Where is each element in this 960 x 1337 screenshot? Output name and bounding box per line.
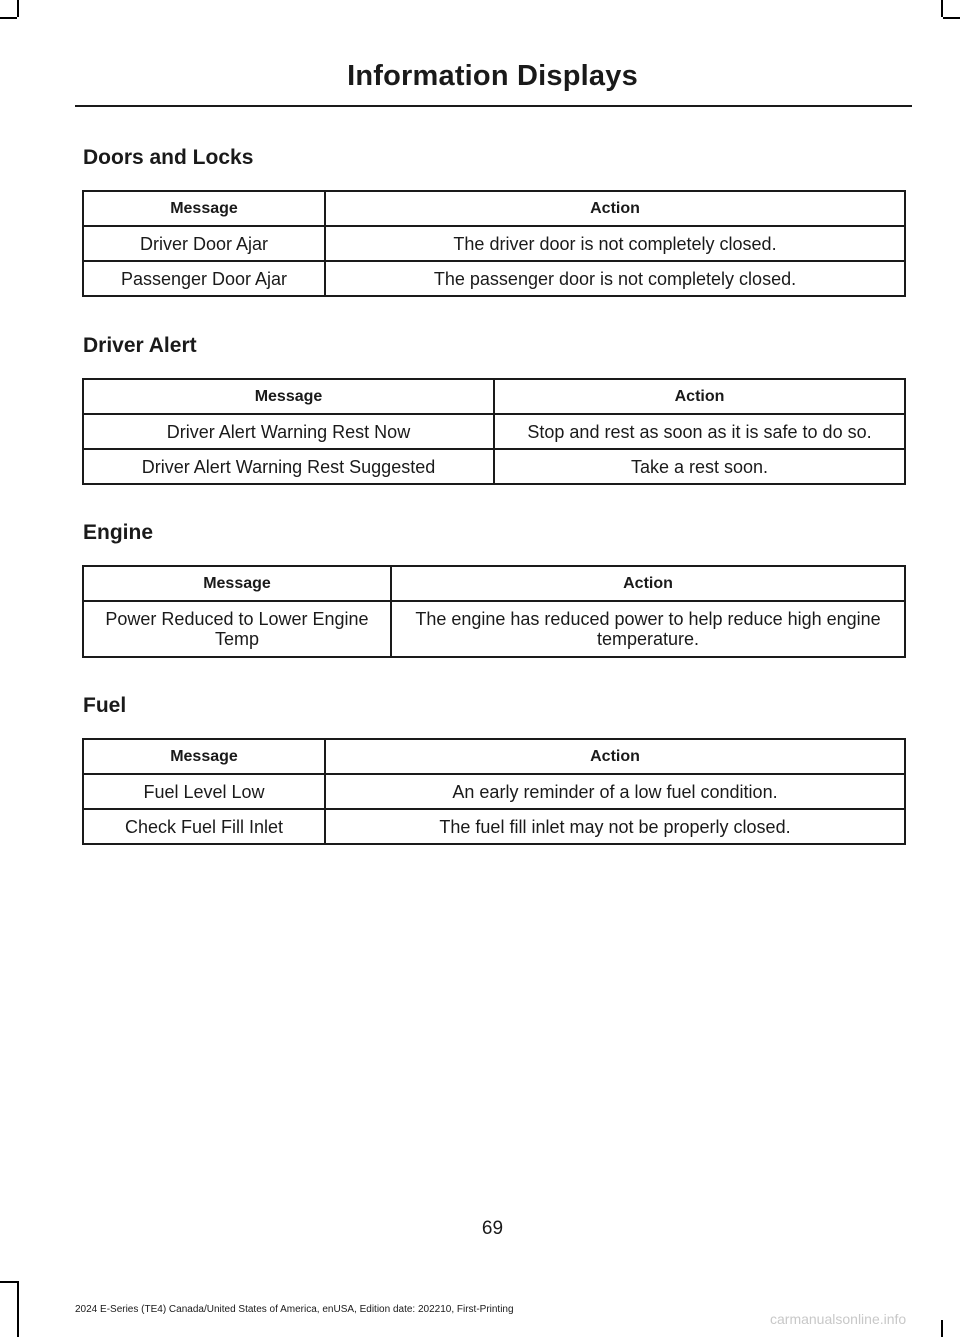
action-cell: Stop and rest as soon as it is safe to do so. (494, 414, 905, 449)
fuel-table (82, 738, 906, 845)
crop-mark-bottom-left (0, 1281, 17, 1283)
table-header-row (83, 566, 905, 601)
column-header-action: Action (494, 379, 905, 414)
section-heading-driver-alert: Driver Alert (83, 334, 197, 357)
crop-mark-top-left (0, 17, 17, 19)
section-heading-fuel: Fuel (83, 694, 127, 717)
message-cell: Driver Alert Warning Rest Suggested (83, 449, 494, 484)
message-cell: Driver Door Ajar (83, 226, 325, 261)
table-row (83, 414, 905, 449)
table-row (83, 774, 905, 809)
table-row (83, 226, 905, 261)
header-divider (75, 105, 912, 107)
crop-mark-bottom-right (941, 1320, 943, 1337)
table-header-row (83, 191, 905, 226)
page-number: 69 (481, 1218, 504, 1239)
section-heading-engine: Engine (83, 521, 154, 544)
column-header-action: Action (325, 191, 905, 226)
table-row (83, 601, 905, 657)
column-header-message: Message (83, 739, 325, 774)
message-cell: Power Reduced to Lower Engine Temp (83, 601, 391, 657)
column-header-message: Message (83, 566, 391, 601)
message-cell: Driver Alert Warning Rest Now (83, 414, 494, 449)
driver-alert-table (82, 378, 906, 485)
table-header-row (83, 379, 905, 414)
doors-and-locks-table (82, 190, 906, 297)
action-cell: An early reminder of a low fuel condition. (325, 774, 905, 809)
crop-mark-top-left (17, 0, 19, 17)
message-cell: Passenger Door Ajar (83, 261, 325, 296)
message-cell: Fuel Level Low (83, 774, 325, 809)
message-cell: Check Fuel Fill Inlet (83, 809, 325, 844)
engine-table (82, 565, 906, 658)
crop-mark-bottom-left (17, 1281, 19, 1337)
action-cell: The fuel fill inlet may not be properly closed. (325, 809, 905, 844)
watermark: carmanualsonline.info (770, 1311, 907, 1327)
column-header-message: Message (83, 191, 325, 226)
crop-mark-top-right (941, 0, 943, 17)
chapter-title: Information Displays (347, 60, 638, 92)
action-cell: The driver door is not completely closed. (325, 226, 905, 261)
table-row (83, 809, 905, 844)
column-header-action: Action (391, 566, 905, 601)
edition-footer: 2024 E-Series (TE4) Canada/United States of America, enUSA, Edition date: 202210, First-Printing (75, 1304, 514, 1315)
column-header-action: Action (325, 739, 905, 774)
column-header-message: Message (83, 379, 494, 414)
section-heading-doors-and-locks: Doors and Locks (83, 146, 254, 169)
crop-mark-top-right (943, 17, 960, 19)
action-cell: The engine has reduced power to help reduce high engine temperature. (391, 601, 905, 657)
table-row (83, 261, 905, 296)
table-header-row (83, 739, 905, 774)
table-row (83, 449, 905, 484)
action-cell: The passenger door is not completely closed. (325, 261, 905, 296)
action-cell: Take a rest soon. (494, 449, 905, 484)
